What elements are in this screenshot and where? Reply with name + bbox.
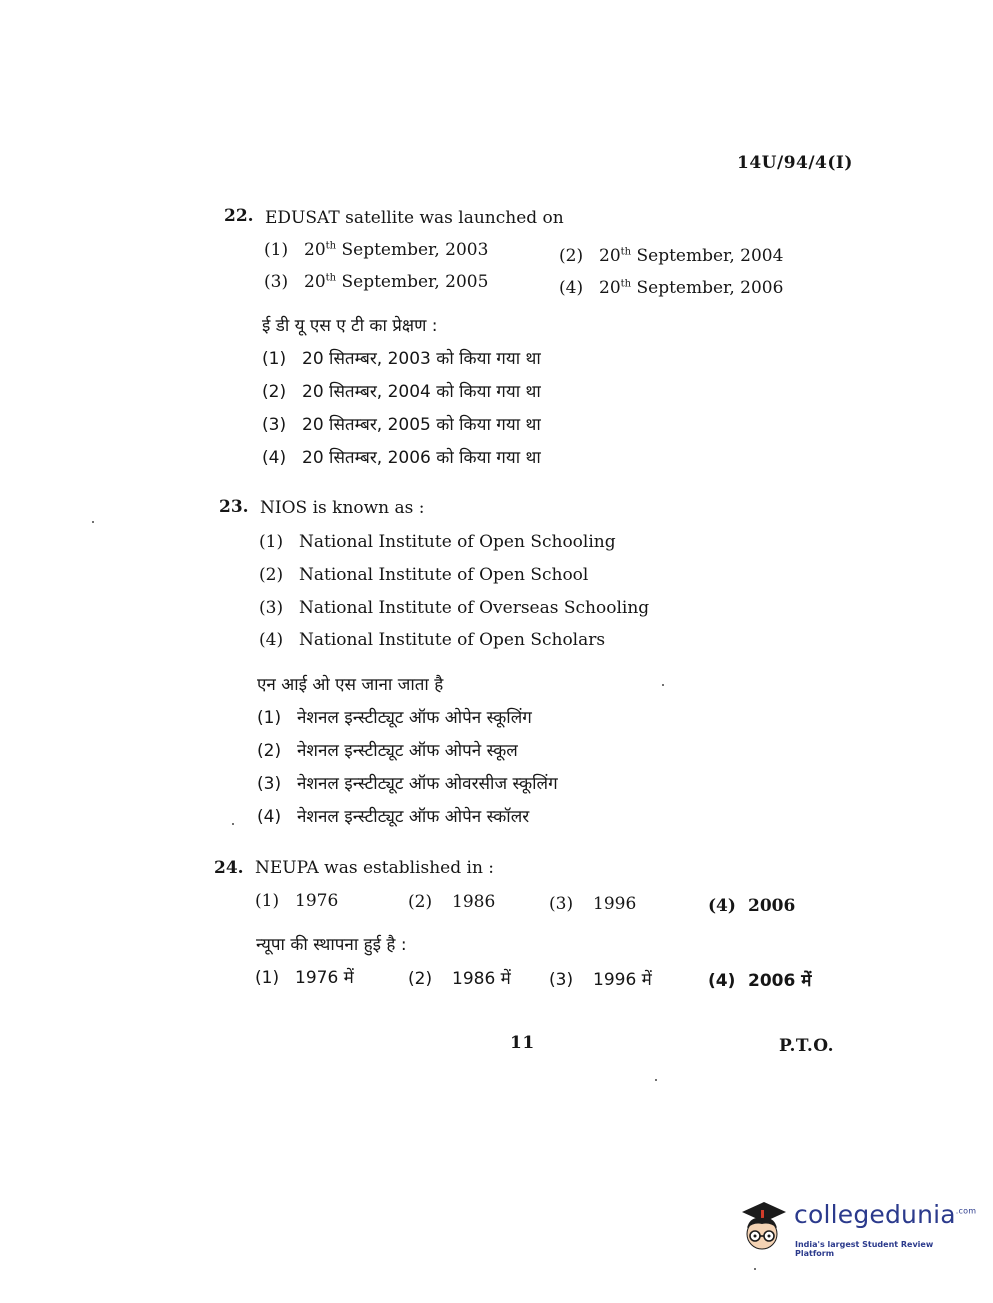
q23-hindi-option-2: (2) नेशनल इन्स्टीट्यूट ऑफ ओपने स्कूल — [257, 741, 518, 761]
collegedunia-watermark — [732, 1196, 977, 1260]
q22-option-2: (2) 20th September, 2004 — [559, 246, 784, 266]
q24-hindi-option-2: (2) 1986 में — [408, 969, 511, 989]
q23-option-2: (2) National Institute of Open School — [259, 565, 589, 585]
q22-option-1: (1) 20th September, 2003 — [264, 240, 489, 260]
q24-hindi-option-1: (1) 1976 में — [255, 968, 354, 988]
collegedunia-wordmark: collegedunia$^{.com}$ — [794, 1200, 977, 1229]
question-23-number: 23. — [219, 497, 249, 517]
question-24-number: 24. — [214, 858, 244, 878]
student-mascot-icon — [732, 1196, 792, 1256]
q23-option-1: (1) National Institute of Open Schooling — [259, 532, 616, 552]
q22-option-3: (3) 20th September, 2005 — [264, 272, 489, 292]
question-22-text: EDUSAT satellite was launched on — [265, 208, 564, 228]
q23-hindi-option-4: (4) नेशनल इन्स्टीट्यूट ऑफ ओपेन स्कॉलर — [257, 807, 530, 827]
scan-speck — [232, 823, 234, 825]
q24-hindi-option-4: (4) 2006 में — [708, 971, 812, 991]
q22-option-4: (4) 20th September, 2006 — [559, 278, 784, 298]
scan-speck — [655, 1079, 657, 1081]
question-23-text: NIOS is known as : — [260, 498, 425, 518]
q24-option-1: (1) 1976 — [255, 891, 339, 911]
scan-speck — [92, 521, 94, 523]
question-22-number: 22. — [224, 206, 254, 226]
q24-option-4: (4) 2006 — [708, 896, 796, 916]
pto-label: P.T.O. — [779, 1036, 834, 1056]
collegedunia-tagline: India's largest Student Review Platform — [795, 1240, 934, 1258]
q22-hindi-option-2: (2) 20 सितम्बर, 2004 को किया गया था — [262, 382, 541, 402]
q22-hindi-option-3: (3) 20 सितम्बर, 2005 को किया गया था — [262, 415, 541, 435]
q24-hindi-text: न्यूपा की स्थापना हुई है : — [256, 935, 407, 955]
q23-hindi-text: एन आई ओ एस जाना जाता है — [257, 675, 444, 695]
q22-hindi-option-1: (1) 20 सितम्बर, 2003 को किया गया था — [262, 349, 541, 369]
q23-hindi-option-1: (1) नेशनल इन्स्टीट्यूट ऑफ ओपेन स्कूलिंग — [257, 708, 532, 728]
q24-hindi-option-3: (3) 1996 में — [549, 970, 652, 990]
q23-option-4: (4) National Institute of Open Scholars — [259, 630, 606, 650]
q23-option-3: (3) National Institute of Overseas Schooling — [259, 598, 650, 618]
scan-speck — [662, 684, 664, 686]
question-24-text: NEUPA was established in : — [255, 858, 495, 878]
q22-hindi-text: ई डी यू एस ए टी का प्रेक्षण : — [262, 316, 438, 336]
paper-code: 14U/94/4(I) — [737, 153, 853, 173]
q24-option-2: (2) 1986 — [408, 892, 496, 912]
page-number: 11 — [510, 1033, 535, 1053]
q24-option-3: (3) 1996 — [549, 894, 637, 914]
scan-speck — [754, 1268, 756, 1270]
q23-hindi-option-3: (3) नेशनल इन्स्टीट्यूट ऑफ ओवरसीज स्कूलिंग — [257, 774, 558, 794]
q22-hindi-option-4: (4) 20 सितम्बर, 2006 को किया गया था — [262, 448, 541, 468]
